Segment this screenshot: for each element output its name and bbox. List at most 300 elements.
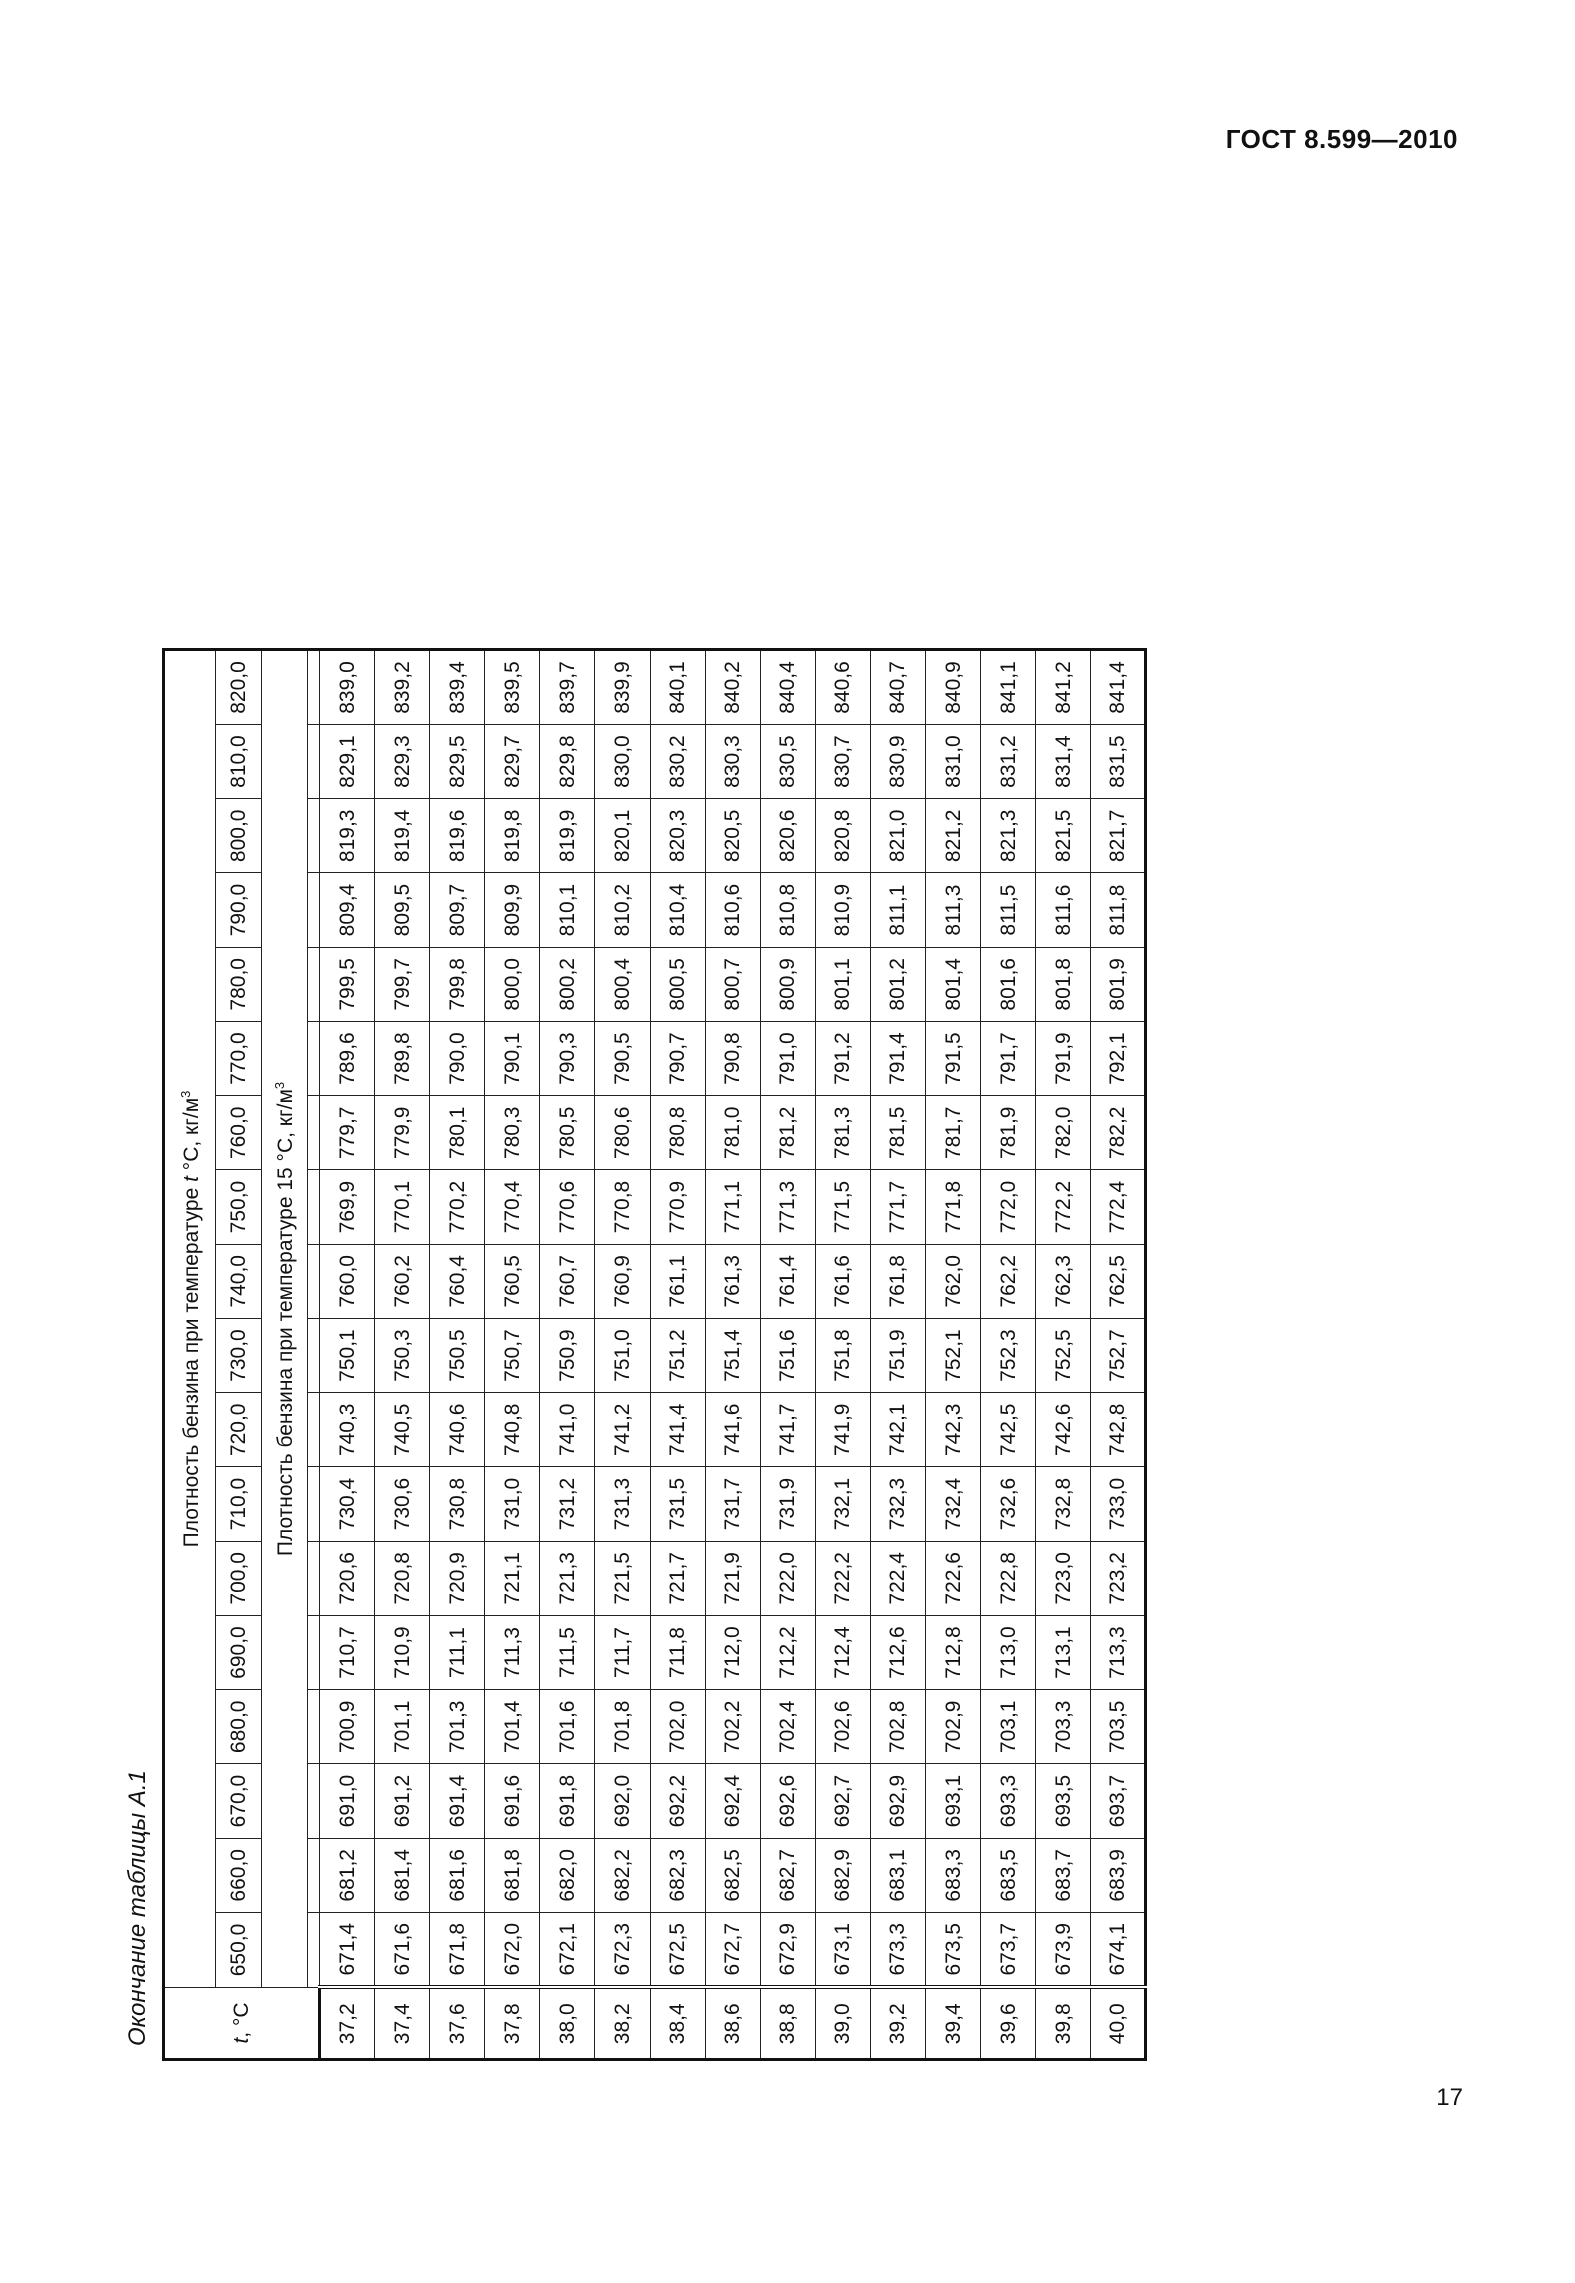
density-cell: 722,2 [815,1541,870,1615]
density-cell: 771,7 [870,1170,925,1244]
density-cell: 801,4 [926,947,981,1021]
density-cell: 800,7 [705,947,760,1021]
density-cell: 713,3 [1091,1615,1146,1689]
density-cell: 711,5 [540,1615,595,1689]
standard-code: ГОСТ 8.599—2010 [1225,124,1458,154]
density-cell: 722,8 [981,1541,1036,1615]
density-cell: 840,9 [926,650,981,725]
density-cell: 799,7 [375,947,430,1021]
column-header: 780,0 [216,947,262,1021]
density-cell: 772,4 [1091,1170,1146,1244]
table-row [981,650,1036,2060]
density-cell: 691,8 [540,1764,595,1838]
group-header-unit-power: 3 [177,1090,193,1098]
density-cell: 672,9 [760,1912,815,1987]
density-cell: 701,1 [375,1690,430,1764]
temperature-cell: 39,8 [1036,1987,1091,2059]
density-cell: 751,0 [595,1318,650,1392]
density-cell: 721,5 [595,1541,650,1615]
density-cell: 702,8 [870,1690,925,1764]
density-cell: 801,2 [870,947,925,1021]
column-header: 800,0 [216,799,262,873]
density-cell: 702,2 [705,1690,760,1764]
density-cell: 751,6 [760,1318,815,1392]
density-cell: 791,9 [1036,1021,1091,1095]
density-cell: 691,4 [430,1764,485,1838]
density-cell: 820,5 [705,799,760,873]
table-row [595,650,650,2060]
temperature-cell: 38,4 [650,1987,705,2059]
density-cell: 731,3 [595,1467,650,1541]
density-cell: 731,9 [760,1467,815,1541]
header-gap-cell [308,1096,320,1170]
density-cell: 693,1 [926,1764,981,1838]
density-cell: 830,3 [705,724,760,798]
density-cell: 693,7 [1091,1764,1146,1838]
density-cell: 760,7 [540,1244,595,1318]
density-cell: 841,2 [1036,650,1091,725]
density-cell: 781,5 [870,1096,925,1170]
density-cell: 702,9 [926,1690,981,1764]
density-cell: 730,4 [320,1467,375,1541]
column-header: 680,0 [216,1690,262,1764]
density-cell: 731,2 [540,1467,595,1541]
temperature-cell: 37,6 [430,1987,485,2059]
density-cell: 731,5 [650,1467,705,1541]
density-cell: 733,0 [1091,1467,1146,1541]
density-cell: 760,0 [320,1244,375,1318]
density-cell: 781,7 [926,1096,981,1170]
density-cell: 840,2 [705,650,760,725]
density-cell: 722,6 [926,1541,981,1615]
density-cell: 750,1 [320,1318,375,1392]
density-cell: 801,6 [981,947,1036,1021]
header-gap-cell [308,1244,320,1318]
density-cell: 672,7 [705,1912,760,1987]
density-cell: 750,5 [430,1318,485,1392]
density-cell: 770,1 [375,1170,430,1244]
density-cell: 821,2 [926,799,981,873]
density-cell: 821,0 [870,799,925,873]
density-cell: 762,2 [981,1244,1036,1318]
density-cell: 772,0 [981,1170,1036,1244]
density-cell: 752,3 [981,1318,1036,1392]
density-cell: 800,4 [595,947,650,1021]
density-cell: 692,6 [760,1764,815,1838]
column-header: 820,0 [216,650,262,725]
density-cell: 819,4 [375,799,430,873]
density-cell: 683,7 [1036,1838,1091,1912]
density-cell: 672,5 [650,1912,705,1987]
column-header: 740,0 [216,1244,262,1318]
density-cell: 780,1 [430,1096,485,1170]
table-row [375,650,430,2060]
density-cell: 790,5 [595,1021,650,1095]
density-cell: 730,6 [375,1467,430,1541]
density-cell: 831,2 [981,724,1036,798]
density-cell: 761,1 [650,1244,705,1318]
density-cell: 691,0 [320,1764,375,1838]
sub-header [262,650,308,1988]
density-cell: 682,7 [760,1838,815,1912]
density-cell: 780,8 [650,1096,705,1170]
density-cell: 821,7 [1091,799,1146,873]
density-cell: 760,5 [485,1244,540,1318]
density-cell: 791,2 [815,1021,870,1095]
density-cell: 711,3 [485,1615,540,1689]
header-gap-cell [308,1764,320,1838]
density-cell: 682,2 [595,1838,650,1912]
density-cell: 810,8 [760,873,815,947]
density-cell: 742,1 [870,1393,925,1467]
density-cell: 723,2 [1091,1541,1146,1615]
density-cell: 741,9 [815,1393,870,1467]
density-cell: 792,1 [1091,1021,1146,1095]
density-cell: 820,3 [650,799,705,873]
density-cell: 673,1 [815,1912,870,1987]
density-cell: 741,4 [650,1393,705,1467]
density-cell: 741,6 [705,1393,760,1467]
density-cell: 831,0 [926,724,981,798]
density-cell: 683,1 [870,1838,925,1912]
table-row [926,650,981,2060]
sub-header-text: Плотность бензина при температуре 15 °С, кг/м [274,1089,297,1557]
density-cell: 781,0 [705,1096,760,1170]
density-cell: 782,0 [1036,1096,1091,1170]
density-cell: 789,8 [375,1021,430,1095]
table-row [1036,650,1091,2060]
density-cell: 839,0 [320,650,375,725]
density-cell: 840,4 [760,650,815,725]
density-cell: 701,8 [595,1690,650,1764]
column-header: 700,0 [216,1541,262,1615]
density-cell: 712,2 [760,1615,815,1689]
density-cell: 770,4 [485,1170,540,1244]
density-cell: 681,2 [320,1838,375,1912]
density-cell: 801,9 [1091,947,1146,1021]
density-cell: 770,2 [430,1170,485,1244]
density-cell: 732,6 [981,1467,1036,1541]
density-cell: 750,9 [540,1318,595,1392]
density-cell: 751,4 [705,1318,760,1392]
density-cell: 780,5 [540,1096,595,1170]
header-gap-cell [308,1393,320,1467]
density-cell: 819,8 [485,799,540,873]
density-cell: 799,5 [320,947,375,1021]
density-cell: 752,1 [926,1318,981,1392]
density-cell: 772,2 [1036,1170,1091,1244]
density-cell: 681,8 [485,1838,540,1912]
density-cell: 702,0 [650,1690,705,1764]
density-cell: 791,5 [926,1021,981,1095]
density-cell: 693,5 [1036,1764,1091,1838]
density-cell: 681,4 [375,1838,430,1912]
density-cell: 840,6 [815,650,870,725]
header-gap-cell [308,724,320,798]
density-cell: 750,3 [375,1318,430,1392]
density-cell: 830,5 [760,724,815,798]
temperature-column-header [164,1987,320,2059]
column-header: 720,0 [216,1393,262,1467]
density-cell: 751,9 [870,1318,925,1392]
density-cell: 691,6 [485,1764,540,1838]
density-cell: 671,4 [320,1912,375,1987]
density-cell: 809,7 [430,873,485,947]
density-cell: 712,4 [815,1615,870,1689]
density-cell: 741,2 [595,1393,650,1467]
table-row [760,650,815,2060]
density-cell: 770,6 [540,1170,595,1244]
density-cell: 761,8 [870,1244,925,1318]
density-cell: 769,9 [320,1170,375,1244]
temperature-cell: 38,0 [540,1987,595,2059]
group-header-symbol: t [179,1176,203,1182]
density-cell: 799,8 [430,947,485,1021]
density-cell: 810,4 [650,873,705,947]
density-cell: 809,9 [485,873,540,947]
density-cell: 839,5 [485,650,540,725]
density-cell: 780,3 [485,1096,540,1170]
density-cell: 674,1 [1091,1912,1146,1987]
density-cell: 839,9 [595,650,650,725]
density-cell: 720,8 [375,1541,430,1615]
density-cell: 701,3 [430,1690,485,1764]
density-cell: 682,5 [705,1838,760,1912]
density-cell: 762,5 [1091,1244,1146,1318]
density-cell: 831,4 [1036,724,1091,798]
table-row [705,650,760,2060]
density-cell: 672,0 [485,1912,540,1987]
density-cell: 829,1 [320,724,375,798]
group-header [164,650,216,1988]
density-cell: 731,0 [485,1467,540,1541]
density-cell: 771,8 [926,1170,981,1244]
density-cell: 762,3 [1036,1244,1091,1318]
density-cell: 740,5 [375,1393,430,1467]
page-number: 17 [1436,2084,1463,2111]
density-cell: 762,0 [926,1244,981,1318]
density-cell: 722,0 [760,1541,815,1615]
table-row [650,650,705,2060]
density-cell: 712,8 [926,1615,981,1689]
header-gap-cell [308,1838,320,1912]
sub-header-unit-power: 3 [272,1081,287,1090]
density-cell: 839,7 [540,650,595,725]
group-header-unit: °С, кг/м [179,1097,203,1171]
density-cell: 761,6 [815,1244,870,1318]
density-cell: 740,8 [485,1393,540,1467]
density-cell: 720,6 [320,1541,375,1615]
density-cell: 821,5 [1036,799,1091,873]
density-cell: 831,5 [1091,724,1146,798]
table-row [485,650,540,2060]
density-cell: 819,6 [430,799,485,873]
density-cell: 692,0 [595,1764,650,1838]
density-cell: 782,2 [1091,1096,1146,1170]
density-cell: 732,8 [1036,1467,1091,1541]
density-cell: 671,6 [375,1912,430,1987]
density-table-container [162,648,1147,2061]
header-gap-cell [308,1912,320,1987]
temperature-symbol: t [230,2037,253,2044]
density-cell: 671,8 [430,1912,485,1987]
density-cell: 791,7 [981,1021,1036,1095]
density-cell: 710,9 [375,1615,430,1689]
table-row [430,650,485,2060]
density-cell: 712,6 [870,1615,925,1689]
density-cell: 840,7 [870,650,925,725]
density-cell: 721,7 [650,1541,705,1615]
table-row [540,650,595,2060]
density-cell: 789,6 [320,1021,375,1095]
column-header: 730,0 [216,1318,262,1392]
temperature-cell: 37,4 [375,1987,430,2059]
column-header: 710,0 [216,1467,262,1541]
density-cell: 742,3 [926,1393,981,1467]
column-header: 660,0 [216,1838,262,1912]
density-cell: 723,0 [1036,1541,1091,1615]
density-cell: 811,1 [870,873,925,947]
density-cell: 741,7 [760,1393,815,1467]
density-cell: 801,1 [815,947,870,1021]
density-cell: 801,8 [1036,947,1091,1021]
density-table [162,648,1147,2061]
density-cell: 771,1 [705,1170,760,1244]
density-cell: 681,6 [430,1838,485,1912]
density-cell: 703,1 [981,1690,1036,1764]
temperature-cell: 38,8 [760,1987,815,2059]
density-cell: 781,3 [815,1096,870,1170]
density-cell: 829,8 [540,724,595,798]
density-cell: 819,3 [320,799,375,873]
density-cell: 780,6 [595,1096,650,1170]
density-cell: 770,9 [650,1170,705,1244]
density-cell: 770,8 [595,1170,650,1244]
column-header: 810,0 [216,724,262,798]
density-cell: 810,9 [815,873,870,947]
density-cell: 829,5 [430,724,485,798]
density-cell: 672,3 [595,1912,650,1987]
density-cell: 710,7 [320,1615,375,1689]
density-cell: 760,4 [430,1244,485,1318]
density-cell: 781,9 [981,1096,1036,1170]
density-cell: 751,2 [650,1318,705,1392]
density-cell: 752,5 [1036,1318,1091,1392]
density-cell: 682,0 [540,1838,595,1912]
density-cell: 711,8 [650,1615,705,1689]
column-header: 770,0 [216,1021,262,1095]
density-cell: 702,6 [815,1690,870,1764]
density-cell: 693,3 [981,1764,1036,1838]
density-cell: 820,6 [760,799,815,873]
density-cell: 761,4 [760,1244,815,1318]
density-cell: 811,3 [926,873,981,947]
density-cell: 819,9 [540,799,595,873]
density-cell: 721,3 [540,1541,595,1615]
column-header: 650,0 [216,1912,262,1987]
density-cell: 741,0 [540,1393,595,1467]
density-cell: 703,3 [1036,1690,1091,1764]
density-cell: 683,9 [1091,1838,1146,1912]
density-cell: 800,2 [540,947,595,1021]
density-cell: 692,4 [705,1764,760,1838]
density-cell: 721,9 [705,1541,760,1615]
density-cell: 682,3 [650,1838,705,1912]
density-cell: 821,3 [981,799,1036,873]
temperature-cell: 37,2 [320,1987,375,2059]
density-cell: 692,2 [650,1764,705,1838]
density-cell: 841,4 [1091,650,1146,725]
density-cell: 839,2 [375,650,430,725]
density-cell: 820,8 [815,799,870,873]
column-header: 750,0 [216,1170,262,1244]
density-cell: 720,9 [430,1541,485,1615]
header-gap-cell [308,1021,320,1095]
header-gap-cell [308,1615,320,1689]
density-cell: 761,3 [705,1244,760,1318]
temperature-unit: , °С [230,2002,253,2038]
column-header: 760,0 [216,1096,262,1170]
density-cell: 672,1 [540,1912,595,1987]
density-cell: 683,5 [981,1838,1036,1912]
density-cell: 751,8 [815,1318,870,1392]
density-cell: 722,4 [870,1541,925,1615]
column-header: 790,0 [216,873,262,947]
density-cell: 811,5 [981,873,1036,947]
header-gap-cell [308,650,320,725]
density-cell: 790,0 [430,1021,485,1095]
density-cell: 673,7 [981,1912,1036,1987]
header-gap-cell [308,947,320,1021]
density-cell: 779,9 [375,1096,430,1170]
header-gap-cell [308,799,320,873]
density-cell: 781,2 [760,1096,815,1170]
density-cell: 790,1 [485,1021,540,1095]
density-cell: 712,0 [705,1615,760,1689]
temperature-cell: 39,2 [870,1987,925,2059]
density-cell: 730,8 [430,1467,485,1541]
density-cell: 830,2 [650,724,705,798]
density-cell: 771,5 [815,1170,870,1244]
temperature-cell: 38,2 [595,1987,650,2059]
density-cell: 829,7 [485,724,540,798]
density-cell: 830,7 [815,724,870,798]
group-header-text: Плотность бензина при температуре [179,1187,203,1548]
temperature-cell: 39,4 [926,1987,981,2059]
density-cell: 742,5 [981,1393,1036,1467]
density-cell: 683,3 [926,1838,981,1912]
density-cell: 740,6 [430,1393,485,1467]
density-cell: 673,5 [926,1912,981,1987]
density-cell: 790,8 [705,1021,760,1095]
density-cell: 791,0 [760,1021,815,1095]
header-gap-cell [308,1170,320,1244]
density-cell: 721,1 [485,1541,540,1615]
density-cell: 750,7 [485,1318,540,1392]
table-row [815,650,870,2060]
density-cell: 829,3 [375,724,430,798]
density-cell: 830,0 [595,724,650,798]
column-header: 670,0 [216,1764,262,1838]
density-cell: 673,9 [1036,1912,1091,1987]
header-gap-cell [308,873,320,947]
density-cell: 840,1 [650,650,705,725]
table-row [1091,650,1146,2060]
density-cell: 713,1 [1036,1615,1091,1689]
table-row [320,650,375,2060]
density-cell: 711,7 [595,1615,650,1689]
density-cell: 682,9 [815,1838,870,1912]
